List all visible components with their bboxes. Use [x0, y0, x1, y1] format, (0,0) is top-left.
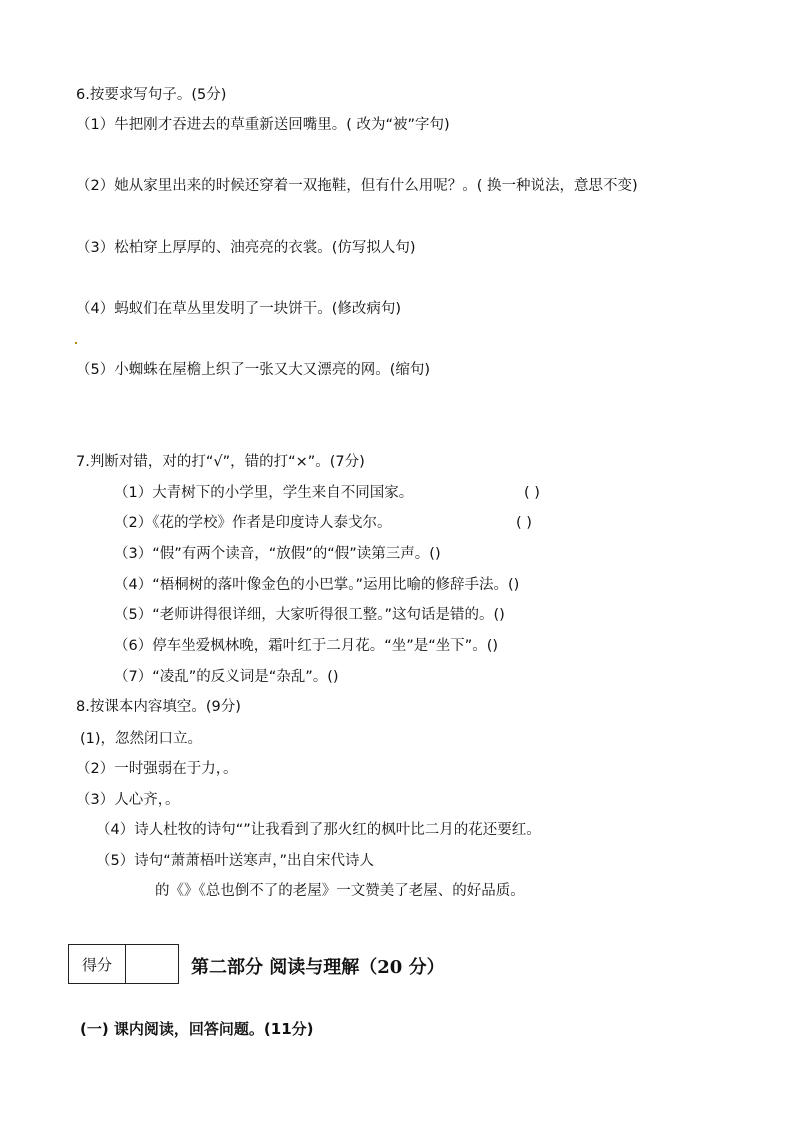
q7-item-7: （7）“凌乱”的反义词是“杂乱”。(): [114, 669, 339, 685]
q8-title: 8.按课本内容填空。(9分): [76, 699, 241, 715]
q6-item-4: （4）蚂蚁们在草丛里发明了一块饼干。(修改病句): [76, 301, 402, 317]
q8-item-2: （2）一时强弱在于力，。: [76, 761, 238, 777]
q7-item-4: （4）“梧桐树的落叶像金色的小巴掌。”运用比喻的修辞手法。(): [114, 577, 520, 593]
q8-item-4: （4）诗人杜牧的诗句“”让我看到了那火红的枫叶比二月的花还要红。: [96, 822, 541, 838]
q7-item-6: （6）停车坐爱枫林晚，霜叶红于二月花。“坐”是“坐下”。(): [114, 638, 499, 654]
score-label: 得分: [69, 945, 126, 983]
q7-item-1: （1）大青树下的小学里，学生来自不同国家。: [114, 485, 414, 501]
part2-title: 第二部分 阅读与理解（20 分）: [191, 957, 445, 978]
score-box: [68, 944, 179, 984]
q8-item-5-cont: 的《》《总也倒不了的老屋》一文赞美了老屋、的好品质。: [155, 883, 525, 899]
q7-item-2: （2）《花的学校》作者是印度诗人泰戈尔。: [114, 515, 392, 531]
q8-item-5: （5）诗句“萧萧梧叶送寒声，”出自宋代诗人: [96, 853, 374, 869]
q7-item-3: （3）“假”有两个读音，“放假”的“假”读第三声。(): [114, 546, 441, 562]
q7-item-5: （5）“老师讲得很详细，大家听得很工整。”这句话是错的。(): [114, 607, 505, 623]
q6-item-2: （2）她从家里出来的时候还穿着一双拖鞋，但有什么用呢？。( 换一种说法，意思不变): [76, 178, 638, 194]
section-reading-heading: (一) 课内阅读，回答问题。(11分): [80, 1020, 314, 1038]
q8-item-3: （3）人心齐，。: [76, 792, 180, 808]
stray-mark: [75, 342, 77, 344]
q6-item-3: （3）松柏穿上厚厚的、油亮亮的衣裳。(仿写拟人句): [76, 240, 416, 256]
q7-answer-paren-1: ( ): [524, 485, 540, 501]
q7-title: 7.判断对错，对的打“√”，错的打“×”。(7分): [76, 454, 365, 470]
q6-title: 6.按要求写句子。(5分): [76, 87, 227, 103]
score-blank-cell: [126, 945, 178, 983]
q8-item-1: (1)，忽然闭口立。: [80, 731, 203, 747]
q6-item-5: （5）小蜘蛛在屋檐上织了一张又大又漂亮的网。(缩句): [76, 362, 431, 378]
q6-item-1: （1）牛把刚才吞进去的草重新送回嘴里。( 改为“被”字句): [76, 117, 450, 133]
q7-answer-paren-2: ( ): [516, 515, 532, 531]
